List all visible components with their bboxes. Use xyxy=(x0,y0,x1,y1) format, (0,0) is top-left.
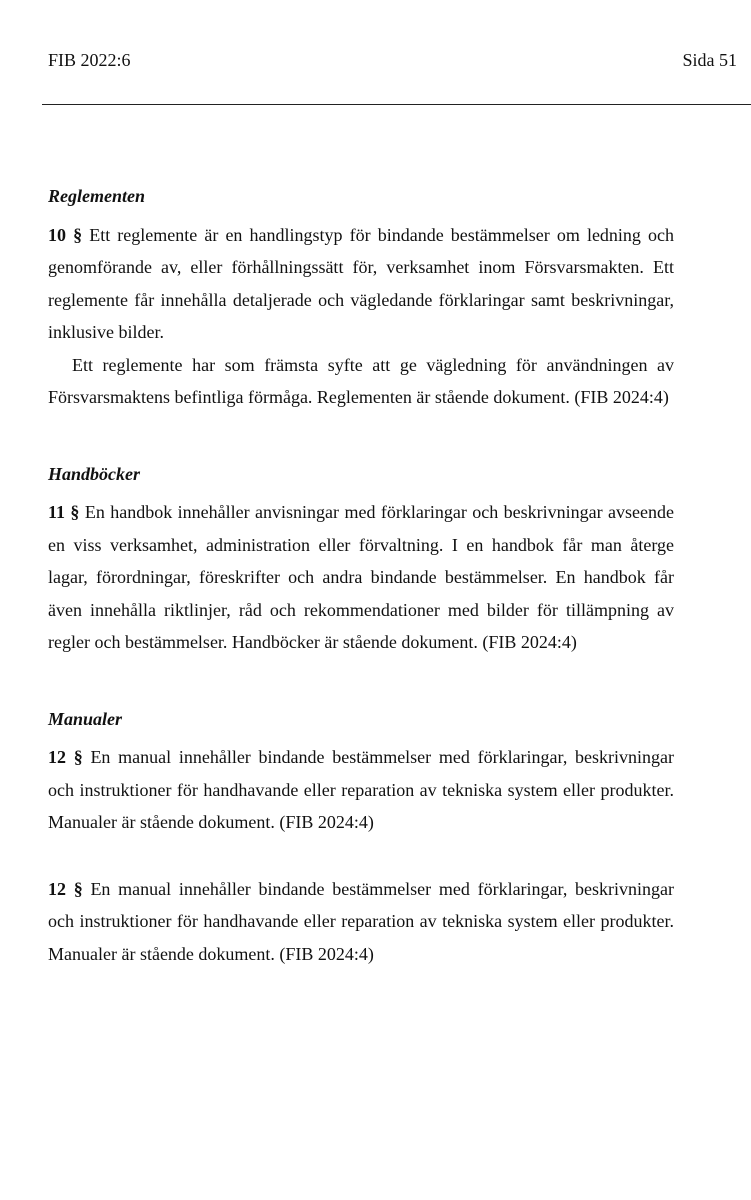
paragraph xyxy=(48,349,674,414)
paragraph-text: En manual innehåller bindande bestämmelser med förklaringar, beskrivningar och instruktioner för handhavande eller reparation av tekniska system eller produkter. Manualer är stående dokument. (FIB 2024:4) xyxy=(48,747,675,832)
paragraph-number: 10 § xyxy=(48,224,83,245)
paragraph-number: 12 § xyxy=(48,747,83,767)
section-reglementen xyxy=(48,180,674,414)
paragraph-text: Ett reglemente har som främsta syfte att ge vägledning för användningen av Försvarsmaktens befintliga förmåga. Reglementen är stående dokument. (FIB 2024:4) xyxy=(48,354,674,407)
paragraph xyxy=(48,873,674,971)
paragraph-text: En handbok innehåller anvisningar med förklaringar och beskrivningar avseende en viss verksamhet, administration eller förvaltning. I en handbok får man återge lagar, förordningar, föreskrifter och andra bindande bestämmelser. En handbok får även innehålla riktlinjer, råd och rekommendationer med bilder för tillämpning av regler och bestämmelser. Handböcker är stående dokument. (FIB 2024:4) xyxy=(48,502,674,652)
spacer xyxy=(48,839,674,867)
document-reference: FIB 2022:6 xyxy=(48,50,131,70)
section-heading: Manualer xyxy=(48,708,123,729)
section-manualer xyxy=(48,703,674,971)
page-number: Sida 51 xyxy=(682,50,737,70)
paragraph-text: En manual innehåller bindande bestämmelser med förklaringar, beskrivningar och instruktioner för handhavande eller reparation av tekniska system eller produkter. Manualer är stående dokument. (FIB 2024:4) xyxy=(48,878,675,964)
spacer xyxy=(48,659,674,703)
paragraph xyxy=(48,496,674,659)
paragraph-number: 12 § xyxy=(48,878,83,899)
paragraph-number: 11 § xyxy=(48,502,80,522)
paragraph-text: Ett reglemente är en handlingstyp för bindande bestämmelser om ledning och genomförande av, eller förhållningssätt för, verksamhet inom Försvarsmakten. Ett reglemente får innehålla detaljerade och vägledande förklaringar samt beskrivningar, inklusive bilder. xyxy=(48,224,675,342)
paragraph xyxy=(48,219,674,349)
header-divider xyxy=(42,104,751,105)
section-heading: Handböcker xyxy=(48,463,140,484)
section-handbocker xyxy=(48,458,674,659)
document-body xyxy=(48,180,674,970)
paragraph xyxy=(48,741,674,839)
section-heading: Reglementen xyxy=(48,186,145,206)
page-header xyxy=(48,47,737,73)
spacer xyxy=(48,414,674,458)
